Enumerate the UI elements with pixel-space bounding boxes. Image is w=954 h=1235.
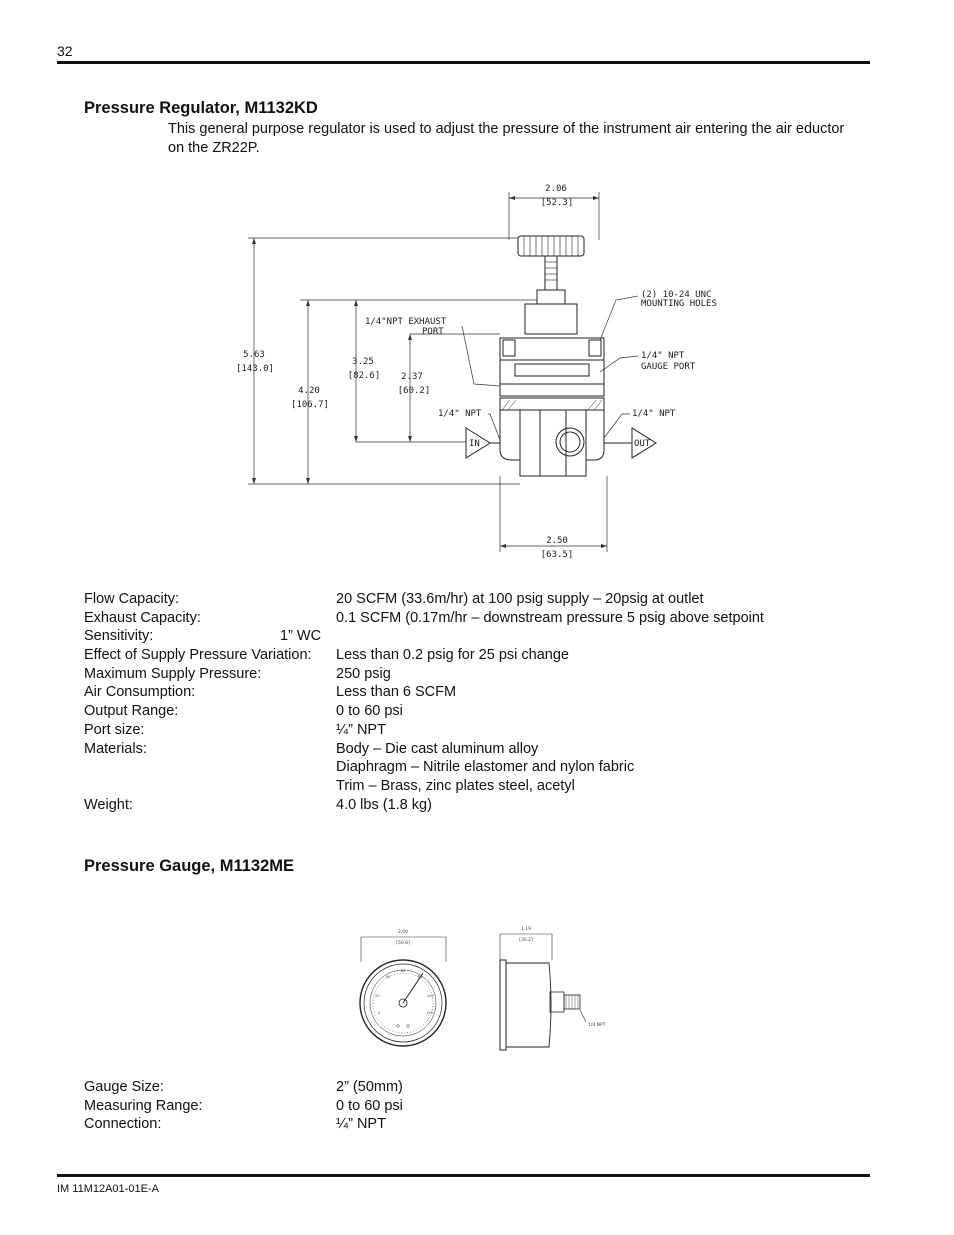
spec-label: Port size: — [84, 721, 145, 738]
spec-label: Gauge Size: — [84, 1079, 164, 1095]
spec-label: Materials: — [84, 740, 147, 757]
regulator-bonnet-nut — [537, 290, 565, 304]
gauge-front-drawing — [355, 925, 455, 1055]
spec-label: Sensitivity: — [84, 628, 154, 645]
spec-label: Flow Capacity: — [84, 591, 180, 607]
dim-bottom-mm-label: [63.5] — [540, 550, 574, 560]
spec-value: Diaphragm – Nitrile elastomer and nylon fabric — [336, 759, 635, 776]
npt-inlet-label: 1/4" NPT — [438, 409, 482, 419]
spec-value: 20 SCFM (33.6m/hr) at 100 psig supply – 20psig at outlet — [336, 591, 704, 607]
spec-label: Measuring Range: — [84, 1097, 203, 1114]
dim-body-mm-label: [106.7] — [291, 400, 329, 410]
regulator-title: Pressure Regulator, M1132KD — [84, 99, 318, 117]
dim-body-label: 4.20 — [298, 386, 320, 396]
regulator-upper-body — [500, 338, 604, 396]
page-number: 32 — [57, 43, 73, 59]
gauge-npt-label: 1/4 NPT — [588, 1023, 606, 1028]
svg-text:40: 40 — [386, 975, 391, 979]
spec-value: 0 to 60 psi — [336, 1097, 403, 1114]
gauge-side-drawing — [495, 925, 615, 1055]
svg-text:20: 20 — [375, 994, 380, 998]
mounting-holes-label: (2) 10-24 UNC — [641, 290, 712, 300]
svg-text:0: 0 — [378, 1011, 381, 1015]
mounting-holes-label-2: MOUNTING HOLES — [641, 299, 717, 309]
spec-label: Maximum Supply Pressure: — [84, 665, 262, 682]
spec-label: Exhaust Capacity: — [84, 609, 201, 626]
out-label: OUT — [634, 439, 651, 449]
spec-label: Output Range: — [84, 703, 179, 720]
spec-label: Connection: — [84, 1116, 162, 1133]
dim-mid-label: 3.25 — [352, 357, 374, 367]
npt-outlet-label: 1/4" NPT — [632, 409, 676, 419]
regulator-knob — [518, 236, 584, 256]
dim-bottom-label: 2.50 — [546, 536, 568, 546]
svg-text:100: 100 — [427, 994, 434, 998]
spec-value: 0.1 SCFM (0.17m/hr – downstream pressure 5 psig above setpoint — [336, 609, 764, 626]
dim-port-label: 2.37 — [401, 372, 423, 382]
regulator-flange — [500, 398, 604, 410]
regulator-drawing — [230, 180, 790, 560]
exhaust-port-label: 1/4"NPT EXHAUST — [365, 317, 447, 327]
regulator-description: This general purpose regulator is used to adjust the pressure of the instrument air entering the air eductor on the ZR22P. — [168, 121, 845, 156]
spec-value: 2” (50mm) — [336, 1079, 403, 1095]
footer-rule — [57, 1174, 870, 1177]
regulator-stem — [545, 256, 557, 290]
dim-top-label: 2.06 — [545, 184, 567, 194]
regulator-bonnet — [525, 304, 577, 334]
gauge-front-dim-mm: [50.8] — [396, 941, 410, 946]
spec-value: 0 to 60 psi — [336, 703, 403, 720]
spec-label: Weight: — [84, 796, 133, 813]
in-label: IN — [469, 439, 480, 449]
gauge-case-side — [500, 960, 506, 1050]
gauge-front-dim: 2.00 — [397, 930, 409, 935]
svg-text:120: 120 — [426, 1011, 433, 1015]
gauge-port-label: 1/4" NPT — [641, 351, 685, 361]
gauge-title: Pressure Gauge, M1132ME — [84, 857, 295, 875]
spec-value: 250 psig — [336, 665, 391, 682]
footer-doc-id: IM 11M12A01-01E-A — [57, 1183, 159, 1195]
spec-value: Trim – Brass, zinc plates steel, acetyl — [336, 777, 575, 794]
spec-value: Less than 0.2 psig for 25 psi change — [336, 647, 569, 664]
spec-value: 1” WC — [280, 628, 322, 645]
gauge-port-label-2: GAUGE PORT — [641, 362, 696, 372]
spec-label: Air Consumption: — [84, 684, 196, 701]
dim-top-mm-label: [52.3] — [540, 198, 574, 208]
dim-port-mm-label: [60.2] — [397, 386, 431, 396]
dim-overall-label: 5.63 — [243, 350, 265, 360]
svg-text:60: 60 — [400, 969, 406, 973]
spec-value: ¼” NPT — [336, 721, 386, 738]
spec-value: Body – Die cast aluminum alloy — [336, 740, 539, 757]
dim-mid-mm-label: [82.6] — [347, 371, 381, 381]
exhaust-port-label-2: PORT — [422, 327, 444, 337]
header-rule — [57, 61, 870, 64]
spec-value: 4.0 lbs (1.8 kg) — [336, 796, 432, 813]
dim-overall-mm-label: [143.0] — [236, 364, 274, 374]
regulator-lower-body — [500, 410, 604, 476]
svg-text:80: 80 — [418, 975, 423, 979]
spec-value: Less than 6 SCFM — [336, 684, 457, 701]
spec-value: ¼” NPT — [336, 1116, 386, 1133]
spec-label: Effect of Supply Pressure Variation: — [84, 647, 312, 664]
gauge-connector — [550, 992, 564, 1012]
gauge-side-dim-mm: [30.2] — [519, 938, 533, 943]
gauge-side-dim: 1.19 — [520, 927, 532, 932]
